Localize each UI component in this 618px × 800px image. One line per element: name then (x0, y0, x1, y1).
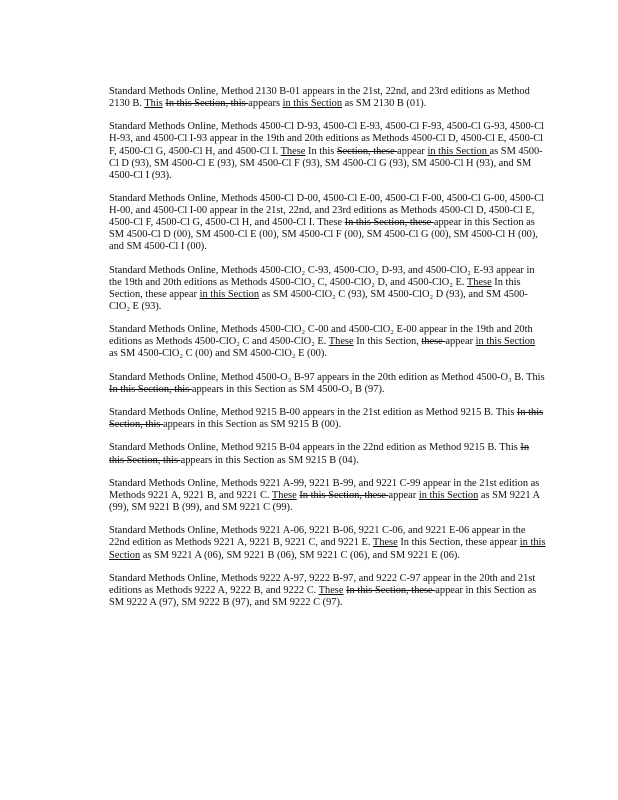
deleted-text: In this Section, this (165, 98, 249, 110)
text-run: appear in this Section as SM 4500-Cl D (00), SM 4500-Cl E (00), SM 4500-Cl F (00), SM 4500-Cl G (00), SM 4500-Cl H (00), and SM 4500-Cl I (00). (109, 217, 538, 253)
deleted-text: Section, these (336, 145, 398, 157)
paragraph-7 (109, 407, 546, 431)
inserted-text: These (328, 336, 354, 348)
text-run: appear (388, 489, 419, 501)
inserted-text: in this Section (199, 288, 260, 300)
inserted-text: in this Section (109, 537, 546, 561)
text-run: appear (397, 145, 428, 157)
deleted-text: In this Section, this (109, 407, 544, 431)
inserted-text: These (466, 276, 492, 288)
text-run: appear in this Section as SM 9222 A (97), SM 9222 B (97), and SM 9222 C (97). (109, 584, 537, 608)
inserted-text: in this Section (282, 98, 343, 110)
text-run: In this Section, these appear (397, 537, 520, 549)
paragraph-6 (109, 372, 546, 396)
paragraph-5 (109, 324, 546, 360)
text-run: Standard Methods Online, Methods 9221 A-06, 9221 B-06, 9221 C-06, and 9221 E-06 appear in the 22nd edition as Methods 9221 A, 9221 B, 9221 C, and 9221 E. (109, 525, 526, 549)
text-run: In this (305, 145, 337, 157)
text-run: as SM 4500-Cl D (93), SM 4500-Cl E (93), SM 4500-Cl F (93), SM 4500-Cl G (93), SM 4500-Cl H (93), and SM 4500-Cl I (93). (109, 145, 543, 181)
inserted-text: This (144, 98, 163, 110)
text-run: Standard Methods Online, Methods 4500-Cl D-93, 4500-Cl E-93, 4500-Cl F-93, 4500-Cl G-93, 4500-Cl H-93, and 4500-Cl I-93 appear in the 19th and 20th editions as Methods 4500-Cl D, 4500-Cl E, 4500-Cl F, 4500-Cl G, 4500-Cl H, and 4500-Cl I. (109, 121, 544, 157)
text-run: appears (248, 98, 283, 110)
text-run: as SM 4500-ClO₂ C (00) and SM 4500-ClO₂ E (00). (109, 348, 327, 360)
text-run: Standard Methods Online, Method 4500-O₃ B-97 appears in the 20th edition as Method 4500-O₃ B. This (109, 371, 545, 383)
text-run: appear (445, 336, 476, 348)
paragraph-10 (109, 525, 546, 561)
text-run: as SM 2130 B (01). (342, 98, 427, 110)
text-run: as SM 9221 A (99), SM 9221 B (99), and SM 9221 C (99). (109, 489, 540, 514)
inserted-text: These (372, 537, 398, 549)
inserted-text: in this Section (427, 145, 490, 157)
deleted-text: In this Section, this (109, 442, 530, 466)
inserted-text: in this Section (418, 489, 479, 501)
text-run: appears in this Section as SM 4500-O₃ B (97). (191, 383, 385, 395)
deleted-text: In this Section, these (344, 217, 434, 229)
inserted-text: These (318, 584, 344, 596)
text-run: Standard Methods Online, Method 2130 B-01 appears in the 21st, 22nd, and 23rd editions as Method 2130 B. (109, 86, 530, 110)
text-run: appears in this Section as SM 9215 B (04). (180, 454, 359, 466)
text-run: Standard Methods Online, Methods 4500-Cl D-00, 4500-Cl E-00, 4500-Cl F-00, 4500-Cl G-00, 4500-Cl H-00, and 4500-Cl I-00 appear in the 21st, 22nd, and 23rd editions as Methods 4500-Cl D, 4500-Cl E, 4500-Cl F, 4500-Cl G, 4500-Cl H, and 4500-Cl I. These (109, 193, 544, 229)
text-run: as SM 9221 A (06), SM 9221 B (06), SM 9221 C (06), and SM 9221 E (06). (140, 549, 460, 561)
text-run: as SM 4500-ClO₂ C (93), SM 4500-ClO₂ D (93), and SM 4500-ClO₂ E (93). (109, 288, 528, 312)
text-run: Standard Methods Online, Method 9215 B-04 appears in the 22nd edition as Method 9215 B. This (109, 442, 521, 454)
paragraph-9 (109, 478, 546, 514)
text-run: Standard Methods Online, Methods 4500-ClO₂ C-93, 4500-ClO₂ D-93, and 4500-ClO₂ E-93 appear in the 19th and 20th editions as Methods 4500-ClO₂ C, 4500-ClO₂ D, and 4500-ClO₂ E. (109, 264, 535, 288)
paragraph-11 (109, 573, 546, 609)
deleted-text: In this Section, these (299, 489, 389, 501)
paragraph-2 (109, 121, 546, 181)
paragraph-8 (109, 442, 546, 466)
paragraph-4 (109, 265, 546, 313)
inserted-text: These (271, 489, 297, 501)
text-run: appears in this Section as SM 9215 B (00). (162, 419, 342, 431)
deleted-text: In this Section, this (109, 383, 192, 395)
inserted-text: in this Section (475, 336, 536, 348)
text-run: In this Section, (353, 336, 422, 348)
text-run: Standard Methods Online, Methods 9222 A-97, 9222 B-97, and 9222 C-97 appear in the 20th and 21st editions as Methods 9222 A, 9222 B, and 9222 C. (109, 572, 536, 596)
paragraph-1 (109, 86, 546, 110)
document-body (109, 86, 546, 620)
text-run: In this Section, these appear (109, 276, 521, 300)
deleted-text: these (421, 336, 446, 348)
deleted-text: In this Section, these (346, 584, 436, 596)
inserted-text: These (280, 145, 306, 157)
text-run: Standard Methods Online, Methods 9221 A-99, 9221 B-99, and 9221 C-99 appear in the 21st edition as Methods 9221 A, 9221 B, and 9221 C. (109, 477, 540, 501)
text-run: Standard Methods Online, Methods 4500-ClO₂ C-00 and 4500-ClO₂ E-00 appear in the 19th and 20th editions as Methods 4500-ClO₂ C and 4500-ClO₂ E. (109, 324, 533, 348)
text-run: Standard Methods Online, Method 9215 B-00 appears in the 21st edition as Method 9215 B. This (109, 407, 517, 419)
paragraph-3 (109, 193, 546, 253)
